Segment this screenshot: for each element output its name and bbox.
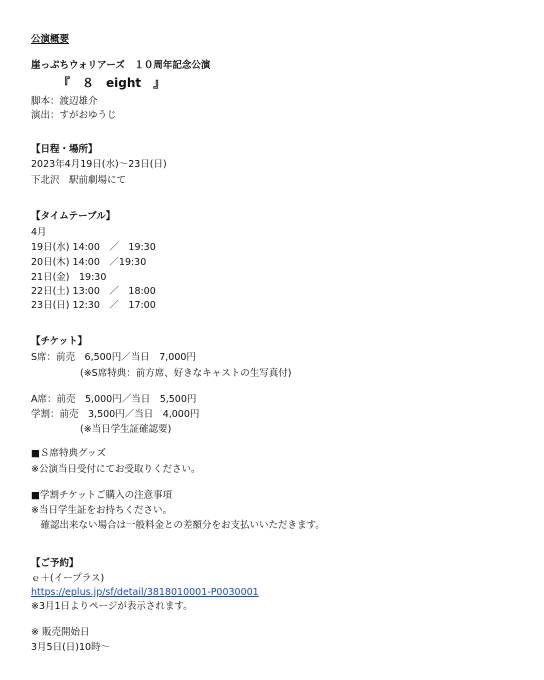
timetable-row: 21日(金) 19:30 [31, 272, 107, 283]
timetable-row: 19日(水) 14:00 ／ 19:30 [31, 242, 156, 253]
sale-start-heading: ※ 販売開始日 [31, 627, 90, 638]
reservation-link[interactable]: https://eplus.jp/sf/detail/3818010001-P0030001 [31, 587, 259, 598]
timetable-row: 20日(木) 14:00 ／19:30 [31, 257, 147, 268]
timetable-row: 23日(日) 12:30 ／ 17:00 [31, 300, 156, 311]
reservation-url-note: ※3月1日よりページが表示されます。 [31, 601, 193, 612]
student-notice-heading: ■学割チケットご購入の注意事項 [31, 490, 173, 501]
a-seat-price: A席：前売 5,000円／当日 5,500円 [31, 394, 197, 405]
script-credit: 脚本：渡辺雄介 [31, 96, 98, 107]
play-title: 『 ８ eight 』 [58, 76, 166, 90]
goods-note: ※公演当日受付にてお受取りください。 [31, 464, 201, 475]
timetable-row: 22日(土) 13:00 ／ 18:00 [31, 286, 156, 297]
sale-start-date: 3月5日(日)10時～ [31, 642, 111, 653]
event-title: 崖っぷちウォリアーズ １０周年記念公演 [31, 60, 211, 71]
timetable-heading: 【タイムテーブル】 [31, 211, 116, 222]
student-notice-line: 確認出来ない場合は一般料金との差額分をお支払いいただきます。 [31, 520, 325, 531]
reservation-heading: 【ご予約】 [31, 558, 79, 569]
s-seat-note: (※S席特典：前方席、好きなキャストの生写真付) [80, 368, 292, 379]
overview-heading: 公演概要 [31, 34, 70, 45]
student-price: 学割：前売 3,500円／当日 4,000円 [31, 409, 200, 420]
schedule-dates: 2023年4月19日(水)～23日(日) [31, 159, 167, 170]
goods-heading: ■Ｓ席特典グッズ [31, 448, 107, 459]
student-note: (※当日学生証確認要) [80, 424, 172, 435]
tickets-heading: 【チケット】 [31, 336, 88, 347]
s-seat-price: S席：前売 6,500円／当日 7,000円 [31, 352, 196, 363]
reservation-vendor: ｅ＋(イープラス) [31, 573, 105, 584]
student-notice-line: ※当日学生証をお持ちください。 [31, 505, 172, 516]
schedule-venue: 下北沢 駅前劇場にて [31, 175, 127, 186]
schedule-heading: 【日程・場所】 [31, 144, 98, 155]
timetable-month: 4月 [31, 227, 47, 238]
director-credit: 演出：すがおゆうじ [31, 110, 117, 121]
